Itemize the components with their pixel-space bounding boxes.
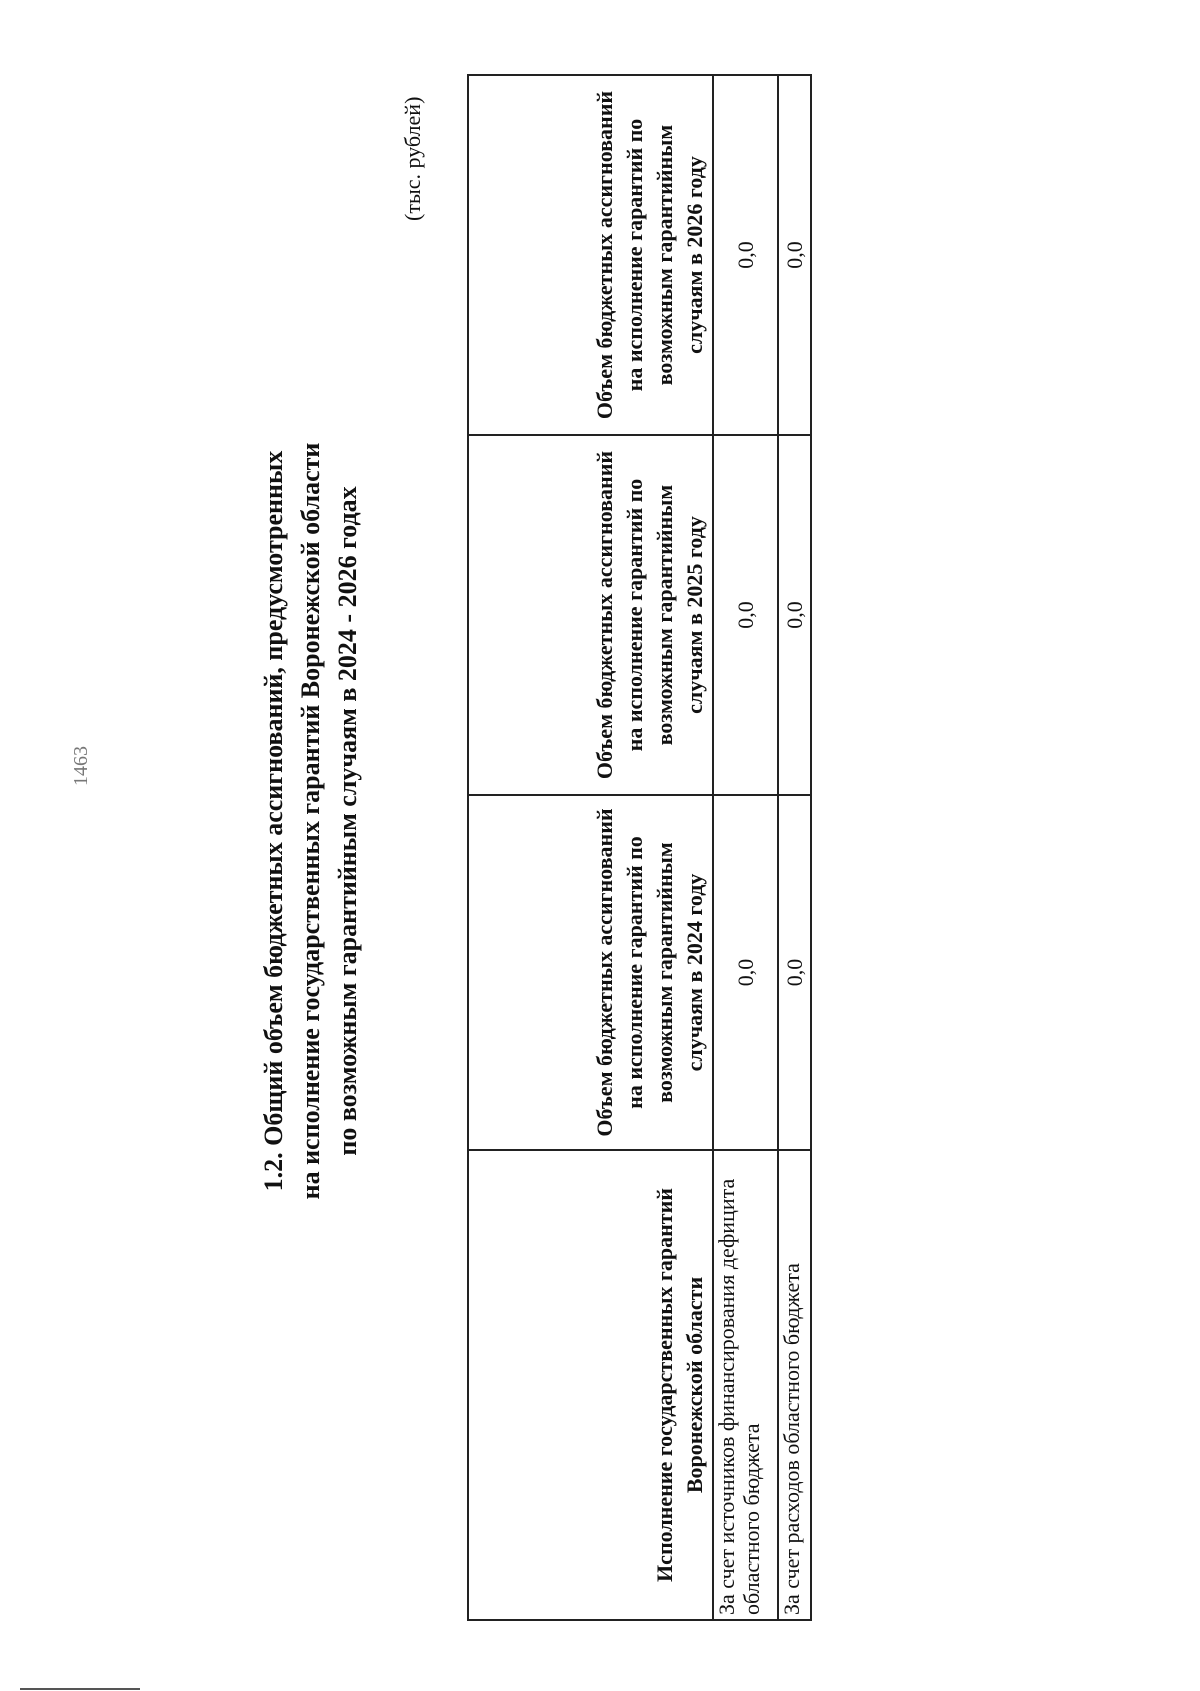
row-label: За счет расходов областного бюджета	[778, 1150, 811, 1620]
title-line-2: на исполнение государственных гарантий Воронежской области	[296, 442, 325, 1200]
cell-2025: 0,0	[713, 435, 778, 795]
row-label: За счет источников финансирования дефицита областного бюджета	[713, 1150, 778, 1620]
cell-2024: 0,0	[778, 795, 811, 1150]
cell-2025: 0,0	[778, 435, 811, 795]
guarantees-table	[467, 74, 812, 1621]
title-line-3: по возможным гарантийным случаям в 2024 - 2026 годах	[333, 486, 362, 1156]
units-label: (тыс. рублей)	[400, 96, 425, 221]
header-2024: Объем бюджетных ассигнований на исполнение гарантий по возможным гарантийным случаям в 2024 году	[468, 795, 713, 1150]
scan-edge-mark	[20, 1688, 140, 1690]
page-title	[255, 321, 366, 1321]
header-2025: Объем бюджетных ассигнований на исполнение гарантий по возможным гарантийным случаям в 2025 году	[468, 435, 713, 795]
cell-2026: 0,0	[713, 75, 778, 435]
header-2026: Объем бюджетных ассигнований на исполнение гарантий по возможным гарантийным случаям в 2026 году	[468, 75, 713, 435]
page-number: 1463	[70, 746, 92, 786]
title-line-1: 1.2. Общий объем бюджетных ассигнований, предусмотренных	[259, 450, 288, 1192]
cell-2024: 0,0	[713, 795, 778, 1150]
table-header-row	[468, 75, 713, 1620]
table-row	[778, 75, 811, 1620]
cell-2026: 0,0	[778, 75, 811, 435]
table-row	[713, 75, 778, 1620]
header-guarantee-execution: Исполнение государственных гарантий Воронежской области	[468, 1150, 713, 1620]
